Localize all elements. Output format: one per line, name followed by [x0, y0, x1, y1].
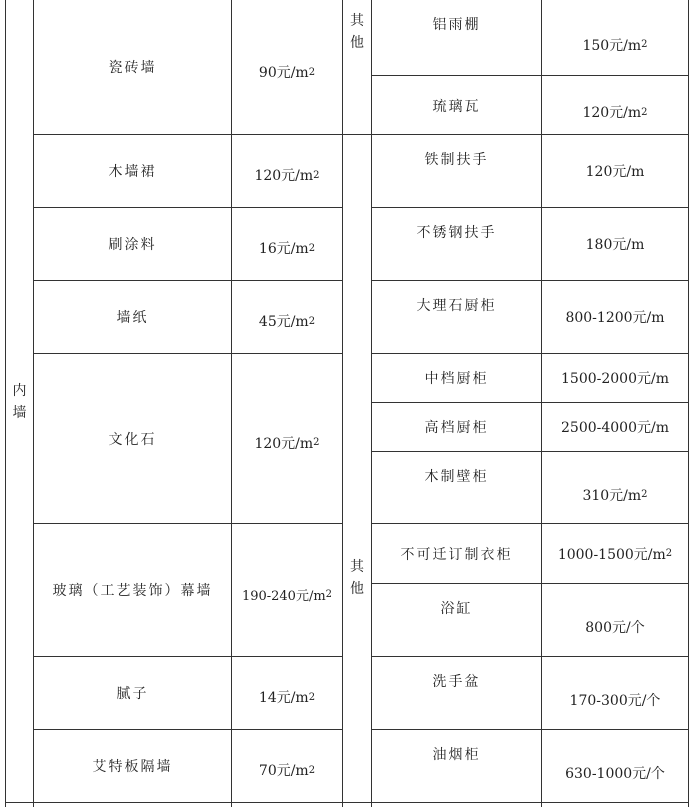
item-price: [232, 208, 342, 280]
item-name: 浴缸: [440, 601, 473, 617]
item-name: 木墙裙: [108, 164, 157, 180]
item-price: [232, 281, 342, 353]
item-name: 大理石厨柜: [416, 298, 497, 314]
category-char: 内: [12, 383, 27, 399]
price-text: 1000-1500元/m: [557, 546, 666, 563]
price-exponent: 2: [641, 489, 648, 500]
item-name: 木制壁柜: [424, 469, 489, 485]
item-price: [542, 135, 688, 207]
price-text: 800元/个: [585, 620, 645, 636]
row-line-bottom: [5, 802, 689, 803]
item-name: 铝雨棚: [432, 17, 481, 33]
item-price: [542, 452, 688, 523]
item-name: 不锈钢扶手: [416, 225, 497, 241]
price-text: 120元/m: [582, 105, 642, 121]
item-name: 不可迁订制衣柜: [400, 547, 513, 563]
item-price: [232, 354, 342, 523]
price-text: 180元/m: [585, 237, 645, 253]
item-price: [542, 208, 688, 280]
category-char: 其: [350, 13, 364, 29]
item-price: [542, 354, 688, 402]
item-price: [542, 584, 688, 656]
item-price: [542, 403, 688, 451]
item-name: 琉璃瓦: [432, 99, 481, 115]
category-other-main: [343, 556, 371, 600]
item-name: 腻子: [116, 686, 149, 702]
item-price: [542, 730, 688, 802]
price-text: 190-240元/m: [241, 588, 326, 604]
price-text: 800-1200元/m: [565, 310, 665, 326]
price-text: 150元/m: [582, 37, 642, 54]
category-char: 他: [350, 35, 364, 51]
item-price: [542, 524, 688, 583]
item-price: [542, 76, 688, 134]
category-char: 他: [350, 581, 364, 597]
item-price: [232, 730, 342, 802]
price-exponent: 2: [641, 39, 648, 50]
item-name: 铁制扶手: [424, 152, 489, 168]
price-exponent: 2: [313, 437, 320, 448]
table-border-right: [688, 0, 689, 807]
item-name: 高档厨柜: [424, 420, 489, 436]
price-text: 1500-2000元/m: [561, 371, 669, 387]
price-text: 310元/m: [582, 487, 642, 504]
price-text: 90元/m: [258, 65, 309, 81]
item-price: [232, 524, 342, 656]
price-exponent: 2: [641, 106, 648, 118]
price-text: 16元/m: [258, 241, 309, 257]
price-text: 120元/m: [254, 168, 314, 184]
price-text: 170-300元/个: [569, 693, 661, 709]
price-exponent: 2: [325, 588, 333, 600]
category-inner-wall: [6, 380, 33, 424]
item-name: 刷涂料: [108, 237, 157, 253]
price-text: 120元/m: [254, 435, 314, 452]
price-text: 630-1000元/个: [565, 766, 665, 782]
item-name: 墙纸: [116, 310, 149, 326]
category-char: 墙: [12, 405, 27, 421]
item-price: [542, 281, 688, 353]
price-exponent: 2: [665, 548, 673, 559]
item-name: 艾特板隔墙: [92, 759, 173, 775]
price-exponent: 2: [308, 315, 316, 327]
price-text: 70元/m: [258, 763, 309, 779]
item-price: [232, 135, 342, 207]
row-line: [342, 134, 372, 135]
price-text: 2500-4000元/m: [561, 420, 669, 436]
price-exponent: 2: [308, 764, 316, 776]
table-divider: [342, 0, 343, 807]
item-name: 玻璃（工艺装饰）幕墙: [52, 583, 213, 599]
price-text: 120元/m: [585, 164, 645, 180]
item-name: 瓷砖墙: [108, 60, 157, 76]
price-exponent: 2: [313, 169, 320, 181]
category-char: 其: [350, 559, 364, 575]
price-exponent: 2: [308, 242, 316, 254]
item-price: [232, 657, 342, 729]
category-other-top: [343, 10, 371, 54]
item-price: [542, 657, 688, 729]
price-text: 14元/m: [258, 690, 309, 706]
item-name: 油烟柜: [432, 747, 481, 763]
item-price: [542, 0, 688, 75]
item-price: [232, 0, 342, 134]
item-name: 文化石: [108, 431, 157, 448]
item-name: 洗手盆: [432, 674, 481, 690]
price-text: 45元/m: [258, 314, 309, 330]
item-name: 中档厨柜: [424, 371, 489, 387]
price-exponent: 2: [308, 66, 316, 78]
price-exponent: 2: [308, 691, 316, 703]
